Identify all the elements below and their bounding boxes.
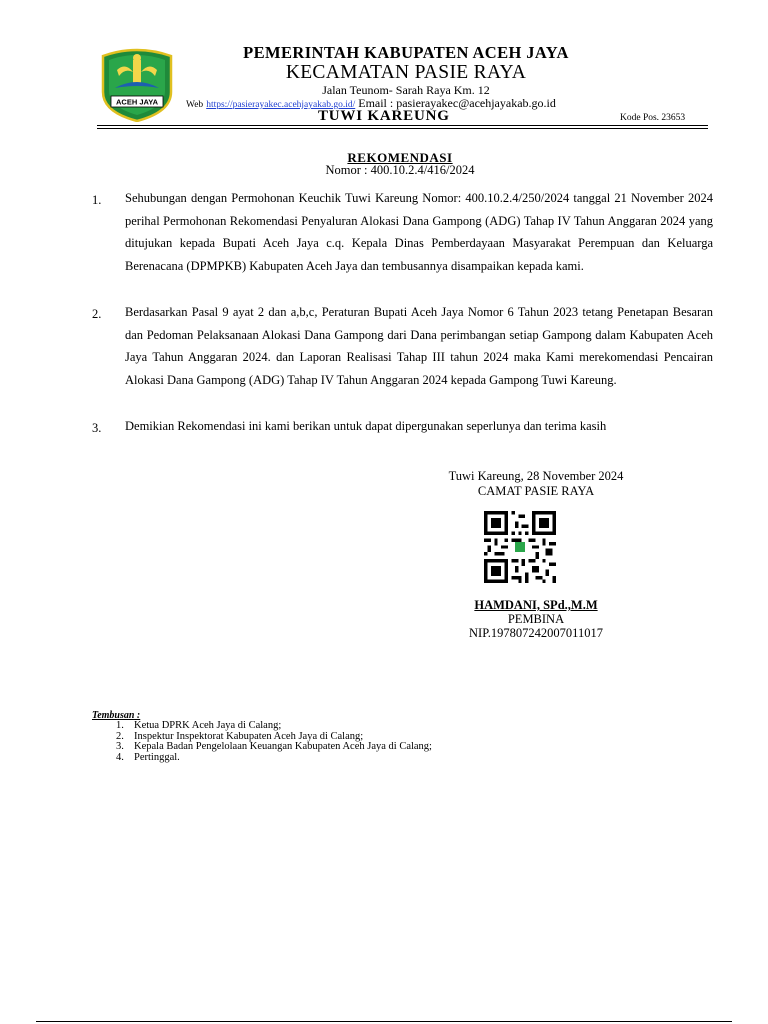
letter-title: REKOMENDASI bbox=[347, 150, 453, 165]
header-rule-thick bbox=[97, 125, 708, 126]
paragraph-number: 3. bbox=[92, 421, 102, 435]
signatory-name: HAMDANI, SPd.,M.M bbox=[474, 598, 598, 612]
signatory-nip: NIP.197807242007011017 bbox=[469, 626, 603, 640]
signatory-rank: PEMBINA bbox=[507, 612, 565, 626]
place-date: Tuwi Kareung, 28 November 2024 bbox=[448, 469, 624, 483]
email-address: pasierayakec@acehjayakab.go.id bbox=[396, 96, 556, 110]
list-item-number: 2. bbox=[116, 730, 124, 742]
district-title: KECAMATAN PASIE RAYA bbox=[285, 62, 527, 83]
list-item-number: 1. bbox=[116, 720, 124, 731]
paragraph-text: Demikian Rekomendasi ini kami berikan untuk dapat dipergunakan seperlunya dan terima kasih bbox=[125, 419, 607, 433]
list-item bbox=[116, 753, 432, 764]
government-title: PEMERINTAH KABUPATEN ACEH JAYA bbox=[243, 43, 569, 62]
list-item-text: Pertinggal. bbox=[134, 751, 180, 763]
page-bottom-rule bbox=[36, 1021, 732, 1022]
signatory-position: CAMAT PASIE RAYA bbox=[477, 484, 595, 498]
letter-number: Nomor : 400.10.2.4/416/2024 bbox=[325, 163, 475, 177]
paragraph-text: Berdasarkan Pasal 9 ayat 2 dan a,b,c, Peraturan Bupati Aceh Jaya Nomor 6 Tahun 2023 tetang Penetapan Besaran dan Pedoman Pelaksanaan Alokasi Dana Gampong dari Dana perimbangan setiap Gampong dalam Kabupaten Aceh Jaya Tahun Anggaran 2024. dan Laporan Realisasi Tahap III tahun 2024 maka Kami merekomendasi Pencairan Alokasi Dana Gampong (ADG) Tahap IV Tahun Anggaran 2024 kepada Gampong Tuwi Kareung. bbox=[125, 305, 713, 387]
address-line: Jalan Teunom- Sarah Raya Km. 12 bbox=[322, 83, 490, 97]
logo-text: ACEH JAYA bbox=[116, 97, 158, 107]
list-item-text: Ketua DPRK Aceh Jaya di Calang; bbox=[134, 720, 282, 731]
paragraph-number: 2. bbox=[92, 307, 102, 321]
postal-code: Kode Pos. 23653 bbox=[620, 113, 686, 123]
paragraph-number: 1. bbox=[92, 193, 102, 207]
village-name: TUWI KAREUNG bbox=[318, 108, 450, 124]
tembusan-label: Tembusan : bbox=[92, 710, 141, 721]
paragraph-text: Sehubungan dengan Permohonan Keuchik Tuwi Kareung Nomor: 400.10.2.4/250/2024 tanggal 21 November 2024 perihal Permohonan Rekomendasi Penyaluran Alokasi Dana Gampong (ADG) Tahap IV Tahun Anggaran 2024 yang ditujukan kepada Bupati Aceh Jaya c.q. Kepala Dinas Pemberdayaan Masyarakat Perempuan dan Keluarga Berenacana (DPMPKB) Kabupaten Aceh Jaya dan tembusannya disampaikan kepada kami. bbox=[125, 191, 713, 273]
list-item-number: 4. bbox=[116, 751, 124, 763]
list-item-text: Inspektur Inspektorat Kabupaten Aceh Jaya di Calang; bbox=[134, 730, 364, 742]
email-label: Email : bbox=[358, 96, 394, 110]
qr-code bbox=[484, 511, 556, 583]
list-item-number: 3. bbox=[116, 741, 124, 752]
web-link[interactable]: https://pasierayakec.acehjayakab.go.id/ bbox=[206, 100, 356, 110]
regency-logo bbox=[97, 46, 177, 122]
tembusan-list bbox=[116, 721, 432, 763]
web-label: Web bbox=[186, 100, 204, 110]
header-rule-thin bbox=[97, 128, 708, 129]
list-item-text: Kepala Badan Pengelolaan Keuangan Kabupaten Aceh Jaya di Calang; bbox=[134, 741, 432, 752]
